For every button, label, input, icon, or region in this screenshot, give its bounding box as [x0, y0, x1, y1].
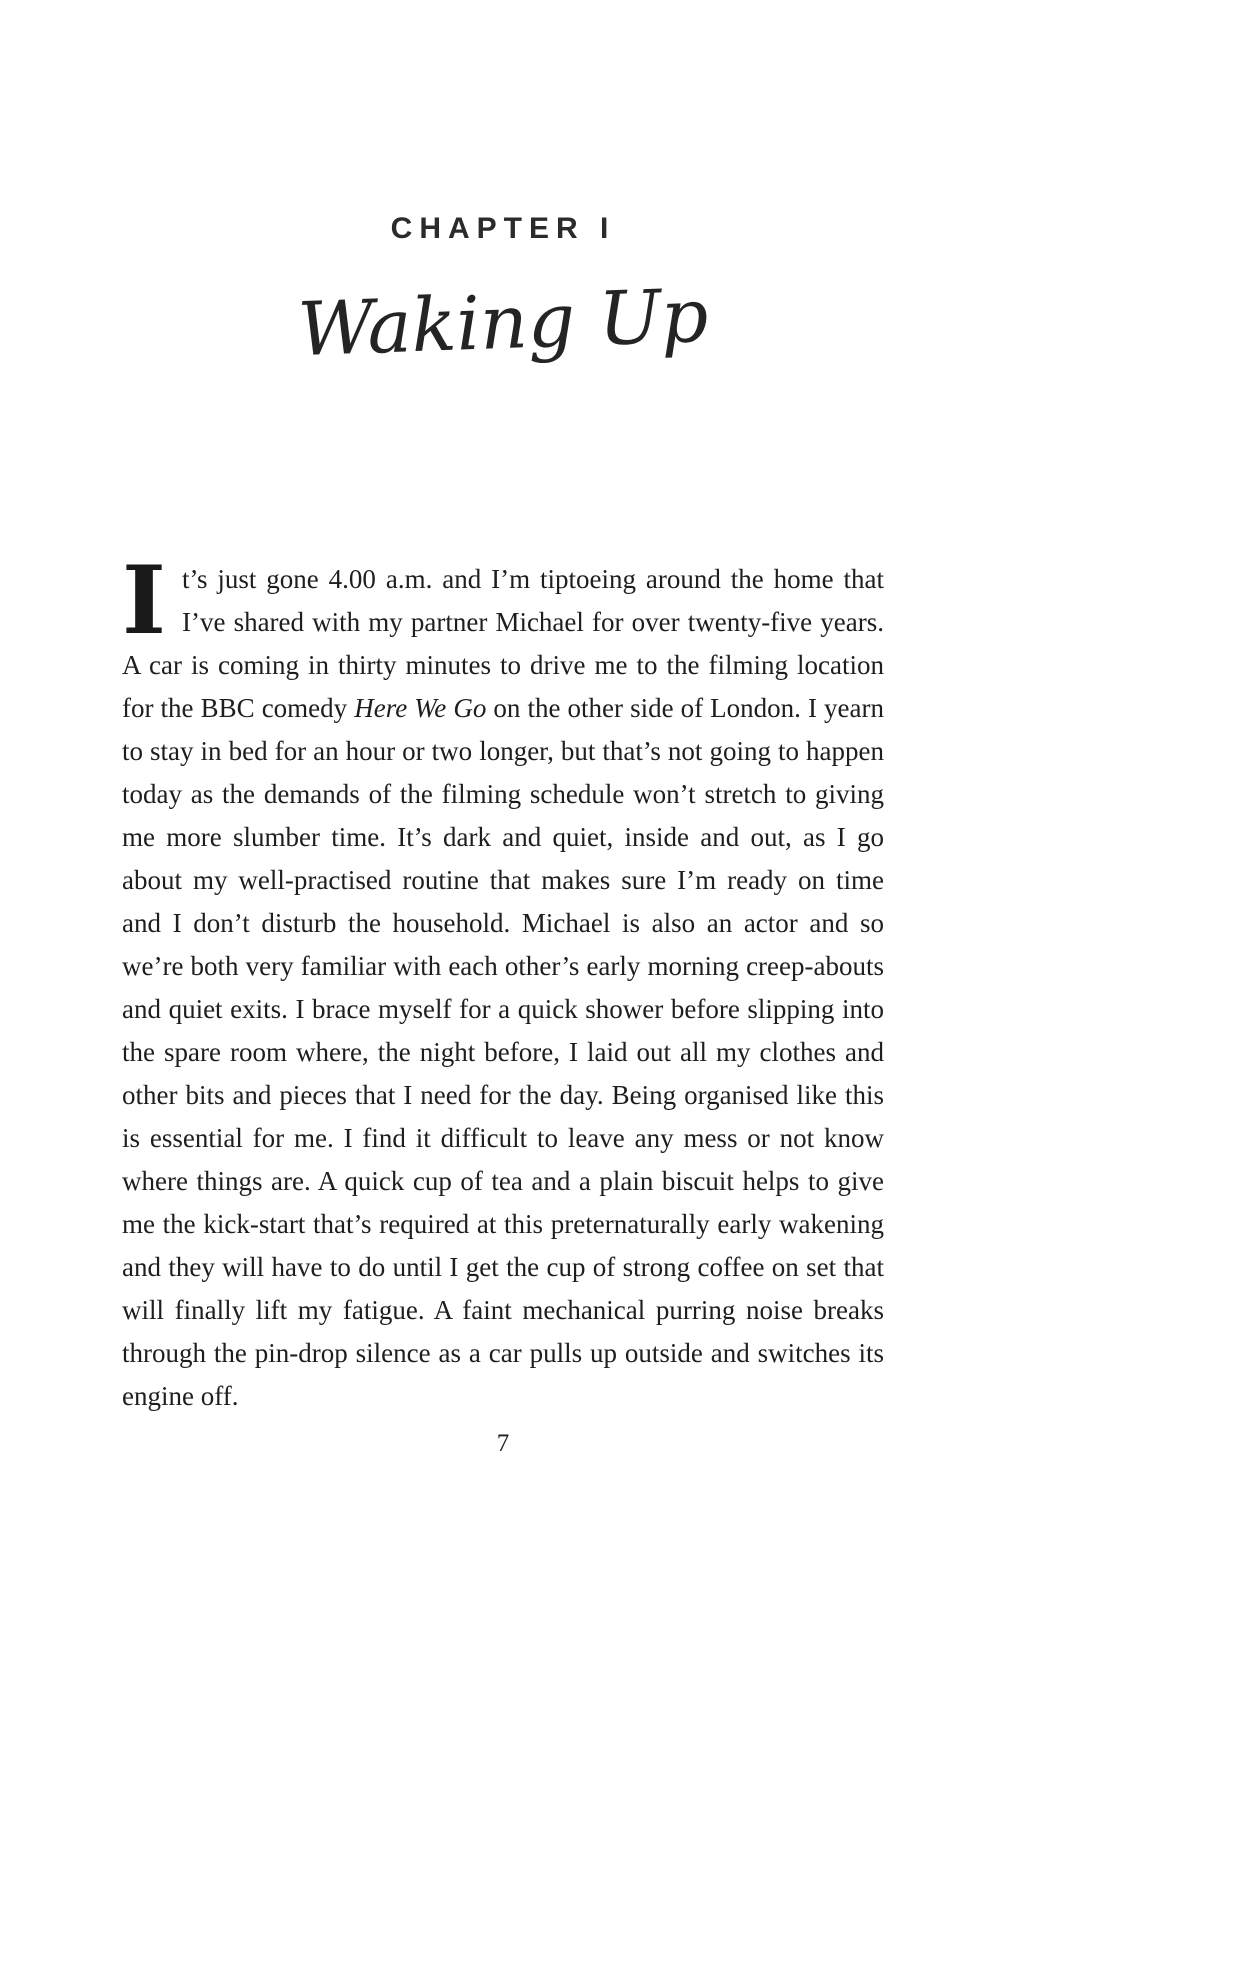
body-paragraph [122, 546, 885, 1418]
drop-cap: I [122, 546, 166, 656]
book-title-italic: Here We Go [354, 693, 487, 723]
paragraph-part-1: t’s just gone 4.00 a.m. and I’m tiptoeing around the home that I’ve shared with my partner Michael for over twenty-five years. A car is coming in thirty minutes to drive me to the filming location for the BBC comedy [122, 564, 884, 723]
chapter-title-script: Waking Up [296, 272, 710, 374]
page-number: 7 [496, 1430, 510, 1457]
chapter-heading: CHAPTER I [390, 212, 616, 245]
paragraph-part-2: on the other side of London. I yearn to stay in bed for an hour or two longer, but that’s not going to happen today as the demands of the filming schedule won’t stretch to giving me more slumber time. It’s dark and quiet, inside and out, as I go about my well-practised routine that makes sure I’m ready on time and I don’t disturb the household. Michael is also an actor and so we’re both very familiar with each other’s early morning creep-abouts and quiet exits. I brace myself for a quick shower before slipping into the spare room where, the night before, I laid out all my clothes and other bits and pieces that I need for the day. Being organised like this is essential for me. I find it difficult to leave any mess or not know where things are. A quick cup of tea and a plain biscuit helps to give me the kick-start that’s required at this preternaturally early wakening and they will have to do until I get the cup of strong coffee on set that will finally lift my fatigue. A faint mechanical purring noise breaks through the pin-drop silence as a car pulls up outside and switches its engine off. [122, 693, 885, 1411]
